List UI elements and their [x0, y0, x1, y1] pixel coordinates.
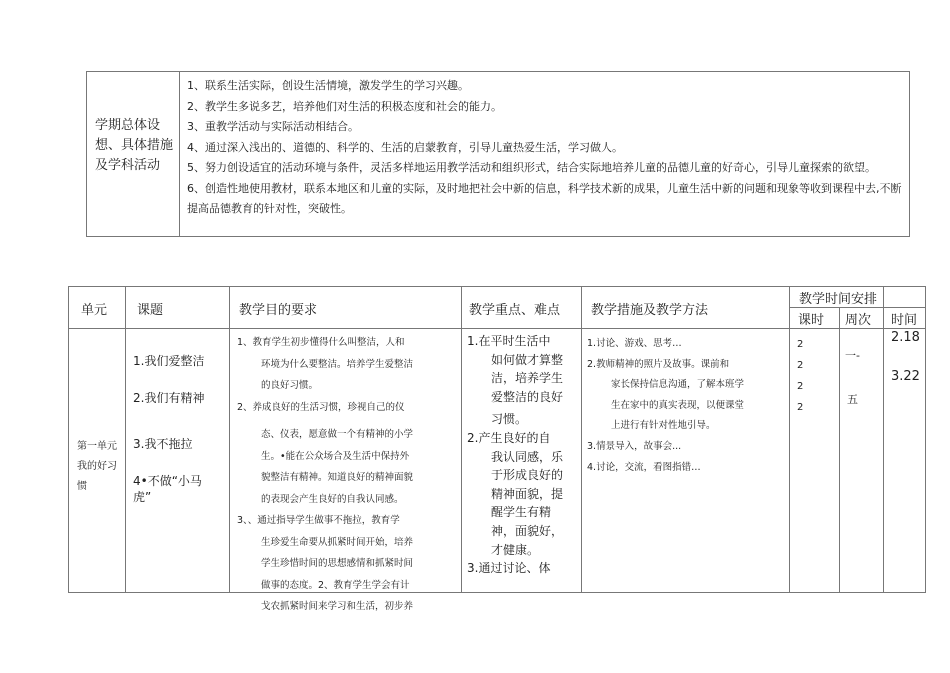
- goals-text: [237, 332, 457, 618]
- goal-line: 3、、通过指导学生做事不拖拉，教育学: [237, 515, 400, 526]
- hours-value: 2: [797, 360, 804, 371]
- key-point-line: 2.产生良好的自: [467, 430, 551, 445]
- key-point-line: 才健康。: [491, 542, 540, 557]
- key-point-line: 我认同感，乐: [491, 449, 564, 464]
- goal-line: 环境为什么要整洁。培养学生爱整洁: [261, 358, 414, 370]
- lesson-2: 2.我们有精神: [133, 391, 205, 405]
- plan-items: [187, 76, 905, 235]
- plan-item: 4、通过深入浅出的、道德的、科学的、生活的启蒙教育，引导儿童热爱生活，学习做人。: [187, 140, 623, 154]
- semester-plan-table: [86, 71, 910, 237]
- goal-line: 生。•能在公众场合及生活中保持外: [261, 450, 410, 462]
- header-unit: 单元: [81, 303, 108, 318]
- goal-line: 态、仪表，愿意做一个有精神的小学: [261, 429, 414, 440]
- plan-item: 2、教学生多说多艺，培养他们对生活的积极态度和社会的能力。: [187, 99, 502, 113]
- key-point-line: 如何做才算整: [491, 352, 564, 367]
- key-point-line: 习惯。: [491, 412, 528, 427]
- date-start: 2.18: [891, 330, 920, 345]
- plan-item: 3、重教学活动与实际活动相结合。: [187, 120, 359, 133]
- week-start: 一-: [845, 349, 860, 362]
- method-line: 上进行有针对性地引导。: [611, 420, 716, 432]
- key-point-line: 洁，培养学生: [491, 371, 564, 386]
- plan-item: 1、联系生活实际，创设生活情境，激发学生的学习兴趣。: [187, 79, 469, 92]
- week-end: 五: [847, 393, 858, 406]
- key-point-line: 爱整洁的良好: [491, 389, 564, 404]
- method-line: 4.讨论，交流，看图指错…: [587, 461, 701, 473]
- goal-line: 2、养成良好的生活习惯，珍视自己的仪: [237, 401, 405, 413]
- key-point-line: 于形成良好的: [491, 468, 564, 483]
- method-line: 家长保持信息沟通，了解本班学: [611, 379, 745, 391]
- header-week: 周次: [845, 313, 872, 328]
- goal-line: 戈农抓紧时间来学习和生活，初步养: [261, 601, 414, 612]
- hours-value: 2: [797, 381, 804, 392]
- col-divider: [581, 287, 582, 592]
- header-date: 时间: [891, 313, 918, 328]
- hours-column: [797, 334, 803, 418]
- plan-label-cell: [87, 72, 180, 236]
- key-point-line: 精神面貌，提: [491, 486, 564, 501]
- key-point-line: 1.在平时生活中: [467, 334, 551, 348]
- plan-item: 5、努力创设适宜的活动环境与条件，灵活多样地运用教学活动和组织形式，结合实际地培养儿童的品德儿童的好奇心，引导儿童探索的欲望。: [187, 161, 876, 174]
- plan-label: 学期总体设想、具体措施及学科活动: [95, 118, 174, 173]
- hours-value: 2: [797, 339, 804, 350]
- col-divider: [789, 287, 790, 592]
- lesson-4: 4•不做“小马虎”: [133, 474, 202, 504]
- key-point-line: 醒学生有精: [491, 505, 552, 520]
- goal-line: 的表现会产生良好的自我认同感。: [261, 493, 404, 505]
- header-key-points: 教学重点、难点: [469, 303, 561, 318]
- goal-line: 1、教育学生初步懂得什么叫整洁，人和: [237, 337, 405, 348]
- header-hours: 课时: [798, 313, 825, 328]
- hours-value: 2: [797, 402, 804, 413]
- lesson-1: 1.我们爱整洁: [133, 354, 205, 368]
- goal-line: 的良好习惯。: [261, 380, 319, 391]
- key-point-line: 神，面貌好，: [491, 523, 564, 538]
- goal-line: 貌整洁有精神。知道良好的精神面貌: [261, 472, 414, 483]
- col-divider: [461, 287, 462, 592]
- col-divider: [839, 307, 840, 592]
- row-divider: [789, 307, 925, 308]
- method-line: 3.情景导入，故事会...: [587, 440, 682, 452]
- goal-line: 学生珍惜时间的思想感情和抓紧时间: [261, 558, 414, 569]
- header-methods: 教学措施及教学方法: [591, 303, 709, 318]
- date-end: 3.22: [891, 369, 920, 384]
- method-line: 2.教师精神的照片及故事。课前和: [587, 358, 730, 370]
- col-divider: [125, 287, 126, 592]
- header-time-plan: 教学时间安排: [799, 292, 878, 307]
- method-line: 1.讨论、游戏、思考…: [587, 338, 682, 349]
- key-point-line: 3.通过讨论、体: [467, 561, 551, 576]
- goal-line: 做事的态度。2、教育学生学会有计: [261, 579, 410, 591]
- goal-line: 生珍爱生命要从抓紧时间开始，培养: [261, 536, 414, 548]
- method-line: 生在家中的真实表现，以便课堂: [611, 399, 745, 411]
- row-divider: [69, 328, 925, 329]
- plan-item: 6、创造性地使用教材，联系本地区和儿童的实际，及时地把社会中新的信息，科学技术新的成果，儿童生活中新的问题和现象等收到课程中去,不断提高品德教育的针对性，突破性。: [187, 181, 902, 215]
- header-goals: 教学目的要求: [239, 303, 318, 318]
- unit-name: 第一单元我的好习惯: [77, 441, 117, 492]
- col-divider: [229, 287, 230, 592]
- lesson-3: 3.我不拖拉: [133, 437, 193, 451]
- header-lesson: 课题: [137, 303, 164, 318]
- methods-text: [587, 334, 787, 478]
- schedule-table: [68, 286, 926, 612]
- key-points-text: [467, 332, 579, 578]
- col-divider: [883, 287, 884, 592]
